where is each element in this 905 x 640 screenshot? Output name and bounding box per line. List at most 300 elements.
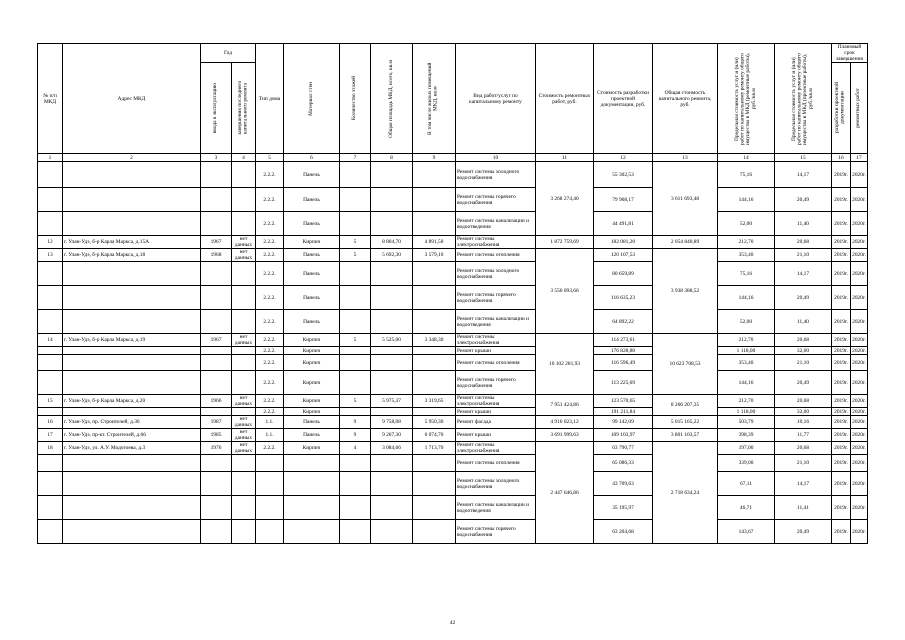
cell-wall-material: Кирпич [284,236,340,249]
cell-deadline-design: 2019г. [832,472,851,496]
index-cell: 2 [63,154,201,162]
cell-residential-area: 4 891,50 [413,236,456,249]
cell-house-type: 2.2.2. [256,286,284,310]
index-cell: 15 [775,154,832,162]
cell-repair-cost: 3 556 093,66 [536,249,594,334]
cell-house-type: 2.2.2. [256,310,284,334]
cell-limit-cost-repair: 1 118,00 [718,347,775,355]
cell-year-commission: 1967 [201,334,232,347]
index-cell: 13 [653,154,718,162]
cell-floors: 5 [340,395,371,408]
cell-limit-cost-design: 21,10 [775,455,832,472]
cell-design-cost: 65 086,33 [594,455,653,472]
cell-house-type: 2.2.2. [256,347,284,355]
cell-year-last-repair [232,347,256,355]
cell-limit-cost-repair: 353,40 [718,355,775,371]
table-row [38,416,868,429]
cell-floors [340,212,371,236]
cell-year-last-repair [232,355,256,371]
cell-house-type [256,520,284,544]
cell-work-type: Ремонт системы холодного водоснабжения [456,472,536,496]
cell-wall-material: Панель [284,416,340,429]
table-row [38,236,868,249]
cell-total-area [371,347,413,355]
header-year: Год [201,44,256,63]
cell-design-cost: 191 211,84 [594,408,653,416]
header-deadline-design: разработки проектной документации [832,63,851,154]
cell-total-area [371,408,413,416]
cell-year-last-repair: нет данных [232,395,256,408]
cell-floors [340,262,371,286]
cell-house-type: 1.1. [256,429,284,442]
cell-num [38,262,63,286]
cell-floors [340,355,371,371]
cell-deadline-design: 2019г. [832,455,851,472]
cell-residential-area [413,371,456,395]
cell-deadline-design: 2019г. [832,520,851,544]
table-row [38,442,868,455]
cell-design-cost: 63 790,77 [594,442,653,455]
cell-num: 13 [38,249,63,262]
cell-deadline-repair: 2020г. [852,347,866,354]
cell-year-commission [201,347,232,355]
cell-deadline-design: 2019г. [832,162,851,188]
cell-limit-cost-repair: 212,70 [718,236,775,249]
cell-house-type: 2.2.2. [256,162,284,188]
cell-wall-material [284,472,340,496]
cell-floors [340,371,371,395]
cell-work-type: Ремонт крыши [456,408,536,416]
cell-total-area: 9 267,30 [371,429,413,442]
cell-design-cost: 116 596,49 [594,355,653,371]
cell-work-type: Ремонт системы электроснабжения [456,334,536,347]
cell-floors [340,408,371,416]
cell-house-type: 2.2.2. [256,188,284,212]
cell-deadline-design: 2019г. [832,416,851,429]
cell-limit-cost-design: 20,49 [775,371,832,395]
cell-deadline-repair: 2020г. [851,520,868,544]
table-row [38,249,868,262]
cell-design-cost: 44 491,81 [594,212,653,236]
table-row [38,347,868,355]
cell-num: 18 [38,442,63,455]
cell-address: г. Улан-Удэ, пр-кт. Строителей, д.66 [63,429,201,442]
cell-residential-area: 1 713,70 [413,442,456,455]
cell-address [63,212,201,236]
cell-deadline-repair: 2020г. [851,188,868,212]
cell-limit-cost-repair: 339,00 [718,455,775,472]
column-index-row [38,154,868,162]
cell-total-area: 8 804,70 [371,236,413,249]
cell-year-commission [201,496,232,520]
cell-limit-cost-design: 20,49 [775,520,832,544]
cell-address [63,310,201,334]
cell-deadline-design: 2019г. [832,334,851,347]
cell-floors [340,496,371,520]
cell-limit-cost-repair: 143,67 [718,520,775,544]
cell-total-area: 5 525,00 [371,334,413,347]
cell-repair-cost: 2 447 646,86 [536,442,594,544]
cell-num [38,408,63,416]
cell-limit-cost-design: 20,68 [775,395,832,408]
cell-house-type: 2.2.2. [256,236,284,249]
cell-num: 12 [38,236,63,249]
cell-address [63,408,201,416]
cell-floors: 4 [340,442,371,455]
cell-work-type: Ремонт системы канализации и водоотведения [456,496,536,520]
cell-address: г. Улан-Удэ, пр. Строителей, д.36 [63,416,201,429]
header-work-type: Вид работ/услуг по капитальному ремонту [456,44,536,154]
cell-limit-cost-design: 10,16 [775,416,832,429]
cell-address [63,188,201,212]
cell-limit-cost-repair: 144,16 [718,371,775,395]
cell-deadline-design: 2019г. [832,310,851,334]
index-cell: 16 [832,154,851,162]
cell-house-type: 2.2.2. [256,442,284,455]
cell-limit-cost-repair: 197,00 [718,442,775,455]
cell-num [38,355,63,371]
cell-deadline-repair: 2020г. [851,249,868,262]
index-cell: 12 [594,154,653,162]
cell-work-type: Ремонт системы электроснабжения [456,442,536,455]
cell-limit-cost-repair: 52,00 [718,310,775,334]
cell-total-area [371,355,413,371]
cell-deadline-design: 2019г. [832,408,851,416]
header-limit-cost-repair: Предельная стоимость услуг и (или) работ по капитальному ремонту общего имущества в МКД (ремонтные работы), руб./кв.м [718,44,775,154]
cell-work-type: Ремонт крыши [456,429,536,442]
cell-design-cost: 80 659,89 [594,262,653,286]
cell-year-last-repair [232,472,256,496]
cell-deadline-design: 2019г. [832,371,851,395]
cell-design-cost: 99 142,09 [594,416,653,429]
cell-year-commission [201,212,232,236]
cell-year-last-repair: нет данных [232,416,256,429]
cell-limit-cost-design: 20,68 [775,334,832,347]
cell-address: г. Улан-Удэ, б-р Карла Маркса, д.20 [63,395,201,408]
header-residential-area: В том числе жилых помещений МКД, кв.м [413,44,456,154]
cell-year-last-repair [232,286,256,310]
cell-total-area [371,212,413,236]
cell-work-type: Ремонт системы отопления [456,355,536,371]
cell-wall-material: Кирпич [284,408,340,416]
cell-design-cost: 123 570,65 [594,395,653,408]
cell-deadline-repair: 2020г. [851,262,868,286]
cell-deadline-repair: 2020г. [851,310,868,334]
cell-total-area [371,520,413,544]
cell-year-last-repair [232,371,256,395]
cell-limit-cost-repair: 398,39 [718,429,775,442]
cell-limit-cost-design: 20,49 [775,188,832,212]
cell-deadline-repair: 2020г. [851,429,868,442]
header-year-commission: ввода в эксплуатацию [201,63,232,154]
cell-limit-cost-repair: 67,11 [718,472,775,496]
cell-total-area [371,455,413,472]
cell-deadline-design: 2019г. [832,236,851,249]
cell-num: 15 [38,395,63,408]
cell-residential-area: 3 348,30 [413,334,456,347]
cell-year-commission [201,408,232,416]
page-number: 42 [449,620,456,626]
cell-house-type [256,496,284,520]
cell-year-last-repair: нет данных [232,442,256,455]
cell-deadline-repair: 2020г. [851,212,868,236]
cell-num [38,455,63,472]
index-cell: 3 [201,154,232,162]
cell-deadline-design: 2019г. [832,212,851,236]
cell-floors: 5 [340,334,371,347]
table-row [38,395,868,408]
cell-deadline-design: 2019г. [832,286,851,310]
cell-repair-cost: 3 691 999,63 [536,429,594,442]
cell-address [63,455,201,472]
index-cell: 11 [536,154,594,162]
cell-work-type: Ремонт системы горячего водоснабжения [456,286,536,310]
cell-year-last-repair [232,162,256,188]
cell-residential-area [413,310,456,334]
cell-residential-area: 3 579,10 [413,249,456,262]
index-cell: 14 [718,154,775,162]
cell-design-cost: 35 195,97 [594,496,653,520]
table-row [38,212,868,236]
cell-residential-area [413,262,456,286]
cell-floors [340,188,371,212]
cell-work-type: Ремонт системы отопления [456,455,536,472]
index-cell: 17 [851,154,868,162]
cell-residential-area [413,472,456,496]
cell-address [63,286,201,310]
cell-limit-cost-repair: 144,16 [718,188,775,212]
cell-floors [340,455,371,472]
table-row [38,355,868,371]
cell-floors [340,347,371,355]
cell-year-last-repair [232,212,256,236]
cell-floors [340,162,371,188]
cell-repair-cost: 7 951 424,86 [536,395,594,416]
cell-deadline-repair: 2020г. [851,442,868,455]
table-row [38,371,868,395]
header-limit-cost-design: Предельная стоимость услуг и (или) работ по капитальному ремонту общего имущества в МКД (проектные работы), руб./кв.м [775,44,832,154]
index-cell: 8 [371,154,413,162]
capital-repair-table [37,43,868,544]
cell-wall-material: Панель [284,286,340,310]
cell-work-type: Ремонт системы горячего водоснабжения [456,371,536,395]
table-row [38,429,868,442]
index-cell: 5 [256,154,284,162]
cell-work-type: Ремонт системы горячего водоснабжения [456,188,536,212]
cell-design-cost: 64 892,22 [594,310,653,334]
cell-deadline-design: 2019г. [832,188,851,212]
cell-deadline-repair: 2020г. [851,236,868,249]
cell-limit-cost-design: 14,17 [775,162,832,188]
cell-address: г. Улан-Удэ, б-р Карла Маркса, д.18 [63,249,201,262]
cell-deadline-design: 2019г. [832,249,851,262]
cell-year-last-repair [232,520,256,544]
cell-design-cost: 63 204,68 [594,520,653,544]
cell-total-area: 5 692,30 [371,249,413,262]
cell-house-type: 2.2.2. [256,395,284,408]
cell-residential-area [413,347,456,355]
table-row [38,520,868,544]
cell-total-area [371,286,413,310]
cell-address [63,262,201,286]
cell-year-commission [201,371,232,395]
cell-year-last-repair [232,310,256,334]
cell-design-cost: 109 103,97 [594,429,653,442]
cell-num [38,310,63,334]
cell-total-cost: 3 611 693,48 [653,162,718,236]
header-num: № п/п МКД [38,44,63,154]
cell-limit-cost-design: 32,00 [775,347,832,355]
cell-num: 14 [38,334,63,347]
cell-floors: 5 [340,249,371,262]
cell-year-commission [201,310,232,334]
cell-address [63,162,201,188]
cell-year-commission [201,188,232,212]
cell-house-type: 2.2.2. [256,371,284,395]
header-year-last-repair: завершения последнего капитального ремонта [232,63,256,154]
header-total-cost: Общая стоимость капитального ремонта, руб. [653,44,718,154]
cell-year-last-repair [232,262,256,286]
cell-year-commission [201,472,232,496]
cell-year-last-repair [232,455,256,472]
index-cell: 1 [38,154,63,162]
cell-design-cost: 182 081,20 [594,236,653,249]
cell-work-type: Ремонт крыши [456,347,536,355]
cell-address [63,472,201,496]
cell-floors: 5 [340,236,371,249]
cell-house-type: 2.2.2. [256,249,284,262]
cell-year-last-repair: нет данных [232,249,256,262]
table-row [38,496,868,520]
cell-deadline-design: 2019г. [832,429,851,442]
cell-work-type: Ремонт системы горячего водоснабжения [456,520,536,544]
cell-deadline-repair: 2020г. [851,496,868,520]
cell-num: 16 [38,416,63,429]
table-row [38,262,868,286]
cell-design-cost: 55 302,53 [594,162,653,188]
cell-limit-cost-design: 11,41 [775,496,832,520]
cell-residential-area [413,188,456,212]
table-row [38,472,868,496]
cell-deadline-repair: 2020г. [851,162,868,188]
cell-address [63,355,201,371]
cell-num [38,347,63,355]
cell-residential-area [413,162,456,188]
cell-design-cost: 113 225,69 [594,371,653,395]
cell-work-type: Ремонт фасада [456,416,536,429]
cell-year-last-repair: нет данных [232,334,256,347]
cell-total-cost: 2 718 634,24 [653,442,718,544]
cell-total-cost: 3 938 388,52 [653,249,718,334]
index-cell: 10 [456,154,536,162]
header-deadline: Плановый срок завершения [832,44,868,63]
cell-house-type: 2.2.2. [256,408,284,416]
cell-total-area [371,162,413,188]
cell-wall-material: Панель [284,212,340,236]
cell-repair-cost: 4 916 023,12 [536,416,594,429]
cell-limit-cost-design: 20,49 [775,286,832,310]
header-total-area: Общая площадь МКД, всего, кв.м [371,44,413,154]
index-cell: 4 [232,154,256,162]
cell-num [38,496,63,520]
cell-limit-cost-repair: 212,70 [718,395,775,408]
cell-residential-area [413,355,456,371]
cell-total-area [371,188,413,212]
cell-residential-area: 3 319,65 [413,395,456,408]
cell-year-commission [201,262,232,286]
cell-total-area: 5 975,37 [371,395,413,408]
cell-floors [340,472,371,496]
cell-work-type: Ремонт системы отопления [456,249,536,262]
cell-deadline-design: 2019г. [832,496,851,520]
cell-limit-cost-design: 20,68 [775,442,832,455]
cell-year-commission: 1968 [201,249,232,262]
header-design-cost: Стоимость разработки проектной документации, руб. [594,44,653,154]
cell-year-commission [201,162,232,188]
cell-year-commission [201,520,232,544]
cell-deadline-repair: 2020г. [851,416,868,429]
cell-limit-cost-design: 21,10 [775,249,832,262]
cell-year-last-repair [232,408,256,416]
cell-residential-area: 6 074,70 [413,429,456,442]
cell-limit-cost-design: 14,17 [775,262,832,286]
cell-num [38,212,63,236]
table-row [38,188,868,212]
header-floors: Количество этажей [340,44,371,154]
cell-deadline-repair: 2020г. [851,334,868,347]
table-row [38,310,868,334]
cell-floors [340,520,371,544]
cell-year-last-repair [232,188,256,212]
cell-limit-cost-repair: 144,16 [718,286,775,310]
cell-limit-cost-design: 32,00 [775,408,832,416]
header-deadline-repair: ремонтных работ [851,63,868,154]
cell-wall-material: Кирпич [284,355,340,371]
cell-wall-material: Панель [284,162,340,188]
cell-deadline-design: 2019г. [832,262,851,286]
cell-floors: 9 [340,416,371,429]
cell-year-last-repair [232,496,256,520]
cell-total-area [371,371,413,395]
cell-deadline-design: 2019г. [832,355,851,371]
cell-limit-cost-repair: 52,00 [718,212,775,236]
cell-limit-cost-repair: 75,16 [718,262,775,286]
cell-wall-material: Кирпич [284,395,340,408]
cell-wall-material [284,496,340,520]
cell-design-cost: 120 107,53 [594,249,653,262]
cell-deadline-repair: 2020г. [852,408,866,415]
cell-total-area [371,262,413,286]
cell-total-cost: 2 054 840,89 [653,236,718,249]
cell-wall-material: Кирпич [284,334,340,347]
cell-work-type: Ремонт системы канализации и водоотведения [456,212,536,236]
cell-wall-material: Панель [284,310,340,334]
index-cell: 6 [284,154,340,162]
cell-deadline-design: 2019г. [832,395,851,408]
cell-wall-material: Панель [284,188,340,212]
cell-address [63,520,201,544]
cell-total-area [371,310,413,334]
cell-limit-cost-repair: 46,71 [718,496,775,520]
cell-floors [340,286,371,310]
index-cell: 7 [340,154,371,162]
cell-wall-material: Кирпич [284,371,340,395]
cell-residential-area [413,520,456,544]
cell-repair-cost: 3 268 274,40 [536,162,594,236]
cell-total-cost: 10 623 708,53 [653,334,718,395]
cell-wall-material: Кирпич [284,347,340,355]
cell-residential-area [413,455,456,472]
